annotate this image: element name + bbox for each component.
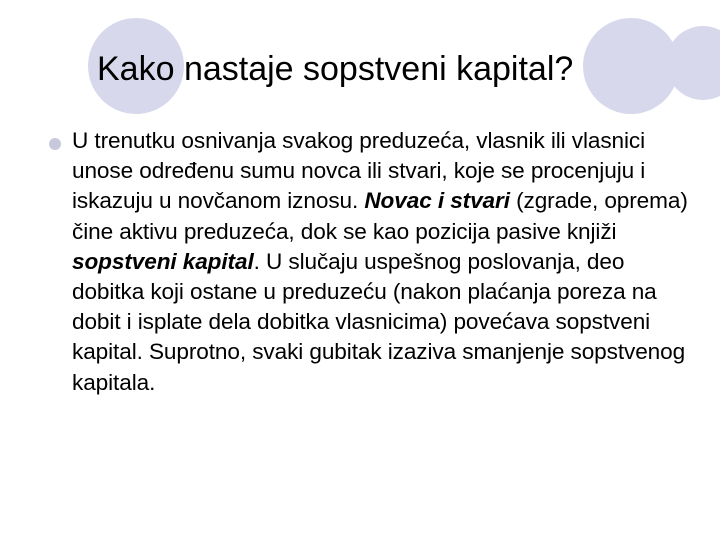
slide-title: Kako nastaje sopstveni kapital? xyxy=(97,50,574,88)
bullet-paragraph xyxy=(72,126,696,398)
bullet-text-part1: U trenutku osnivanja svakog preduzeća, vlasnik ili vlasnici unose određenu sumu novca ili stvari, koje se procenjuju i iskazuju u novčanom iznosu. xyxy=(72,128,646,214)
bullet-text-part3: . U slučaju uspešnog poslovanja, deo dobitka koji ostane u preduzeću (nakon plaćanja poreza na dobit i isplate dela dobitka vlasnicima) povećava sopstveni kapital. Suprotno, svaki gubitak izaziva smanjenje sopstvenog kapitala. xyxy=(72,248,686,395)
bullet-text-part2: (zgrade, oprema) čine aktivu preduzeća, dok se kao pozicija pasive knjiži xyxy=(72,188,688,244)
bullet-emphasis-sopstveni-kapital: sopstveni kapital xyxy=(72,248,254,274)
decorative-circle-far-right xyxy=(666,26,720,100)
decorative-circle-right xyxy=(583,18,679,114)
bullet-emphasis-novac-i-stvari: Novac i stvari xyxy=(364,188,510,214)
bullet-dot-icon xyxy=(49,138,61,150)
